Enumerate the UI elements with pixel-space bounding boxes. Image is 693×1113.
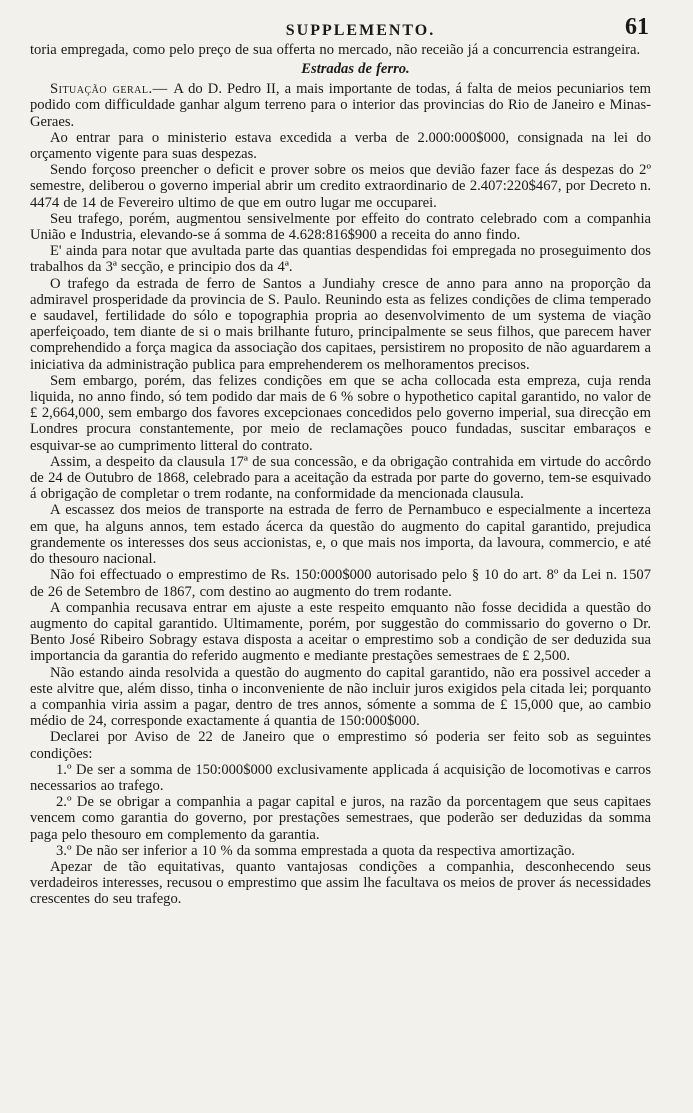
paragraph: A companhia recusava entrar em ajuste a este respeito emquanto não fosse decidida a questão do augmento do capital garantido. Ultimamente, porém, por suggestão do commissario do governo o Dr. Bento José Ribeiro Sobragy estava disposta a aceitar o emprestimo sob a condição de ser deduzida sua importancia da garantia do referido augmento e mediante prestações semestraes de £ 2,500. [30,599,651,665]
body-text [30,42,651,908]
paragraph: Declarei por Aviso de 22 de Janeiro que o emprestimo só poderia ser feito sob as seguintes condições: [30,729,651,762]
paragraph: Sem embargo, porém, das felizes condições em que se acha collocada esta empreza, cuja renda liquida, no anno findo, só tem podido dar mais de 6 % sobre o hypothetico capital garantido, no valor de £ 2,664,000, sem embargo dos favores excepcionaes concedidos pelo governo imperial, sua direcção em Londres procura constantemente, por meio de reclamações pouco fundadas, suscitar embaraços e esquivar-se ao cumprimento litteral do contrato. [30,372,651,454]
running-title: SUPPLEMENTO. [285,22,436,39]
condition-item: 1.º De ser a somma de 150:000$000 exclusivamente applicada á acquisição de locomotivas e carros necessarios ao trafego. [30,761,651,794]
closing-paragraph: Apezar de tão equitativas, quanto vantajosas condições a companhia, desconhecendo seus verdadeiros interesses, recusou o emprestimo que assim lhe facultava os meios de prover ás necessidades crescentes do seu trafego. [30,858,651,908]
paragraph-lead: Situação geral.— [50,81,174,98]
paragraph: Não estando ainda resolvida a questão do augmento do capital garantido, não era possivel acceder a este alvitre que, além disso, tinha o inconveniente de não incluir juros exigidos pela citada lei; porquanto a companhia viria assim a pagar, dentro de tres annos, sómente a somma de £ 15,000 que, ao cambio médio de 24, corresponde exactamente á quantia de 150:000$000. [30,664,651,730]
paragraph: A escassez dos meios de transporte na estrada de ferro de Pernambuco e especialmente a incerteza em que, ha alguns annos, tem estado ácerca da questão do augmento do capital garantido, prejudica grandemente os interesses dos seus accionistas, e, o que mais nos importa, da lavoura, commercio, e até do thesouro nacional. [30,502,651,568]
paragraph: Seu trafego, porém, augmentou sensivelmente por effeito do contrato celebrado com a companhia União e Industria, elevando-se á somma de 4.628:816$900 a receita do anno findo. [30,210,651,244]
paragraph-situacao-geral [30,81,651,130]
condition-item: 2.º De se obrigar a companhia a pagar capital e juros, na razão da porcentagem que seus capitaes vencem como garantia do governo, por prestações semestraes, que poderão ser deduzidas da somma paga pelo thesouro em complemento da garantia. [30,794,651,843]
paragraph: Assim, a despeito da clausula 17ª de sua concessão, e da obrigação contrahida em virtude do accôrdo de 24 de Outubro de 1868, celebrado para a aceitação da estrada por parte do governo, tem-se esquivado á obrigação de completar o trem rodante, na conformidade da mencionada clausula. [30,453,651,503]
paragraph: E' ainda para notar que avultada parte das quantias despendidas foi empregada no proseguimento dos trabalhos da 3ª secção, e principio dos da 4ª. [30,243,651,276]
paragraph-text: A do D. Pedro II, a mais importante de todas, á falta de meios pecuniarios tem podido com difficuldade ganhar algum terreno para o interior das provincias do Rio de Janeiro e Minas-Geraes. [30,81,651,130]
condition-item: 3.º De não ser inferior a 10 % da somma emprestada a quota da respectiva amortização. [56,842,575,859]
paragraph: O trafego da estrada de ferro de Santos a Jundiahy cresce de anno para anno na proporção da admiravel prosperidade da provincia de S. Paulo. Reunindo esta as felizes condições de clima temperado e saudavel, fertilidade do sólo e topographia propria ao desenvolvimento de um systema de viação aperfeiçoado, tem diante de si o mais brilhante futuro, principalmente se seus filhos, que parecem haver comprehendido a força magica da associação dos capitaes, persistirem no proposito de não aguardarem a iniciativa da administração publica para emprehenderem os melhoramentos precisos. [30,275,651,373]
page-header [30,12,651,42]
paragraph: Sendo forçoso preencher o deficit e prover sobre os meios que devião fazer face ás despezas do 2º semestre, deliberou o governo imperial abrir um credito extraordinario de 2.407:220$467, por Decreto n. 4474 de 14 de Fevereiro ultimo de que em outro lugar me occuparei. [30,162,651,211]
section-heading: Estradas de ferro. [301,61,410,78]
paragraph: Ao entrar para o ministerio estava excedida a verba de 2.000:000$000, consignada na lei do orçamento vigente para suas despezas. [30,129,651,163]
opening-fragment: toria empregada, como pelo preço de sua offerta no mercado, não receião já a concurrencia estrangeira. [30,42,641,58]
page-number: 61 [625,14,649,40]
paragraph: Não foi effectuado o emprestimo de Rs. 150:000$000 autorisado pelo § 10 do art. 8º da Lei n. 1507 de 26 de Setembro de 1867, com destino ao augmento do trem rodante. [30,567,651,600]
